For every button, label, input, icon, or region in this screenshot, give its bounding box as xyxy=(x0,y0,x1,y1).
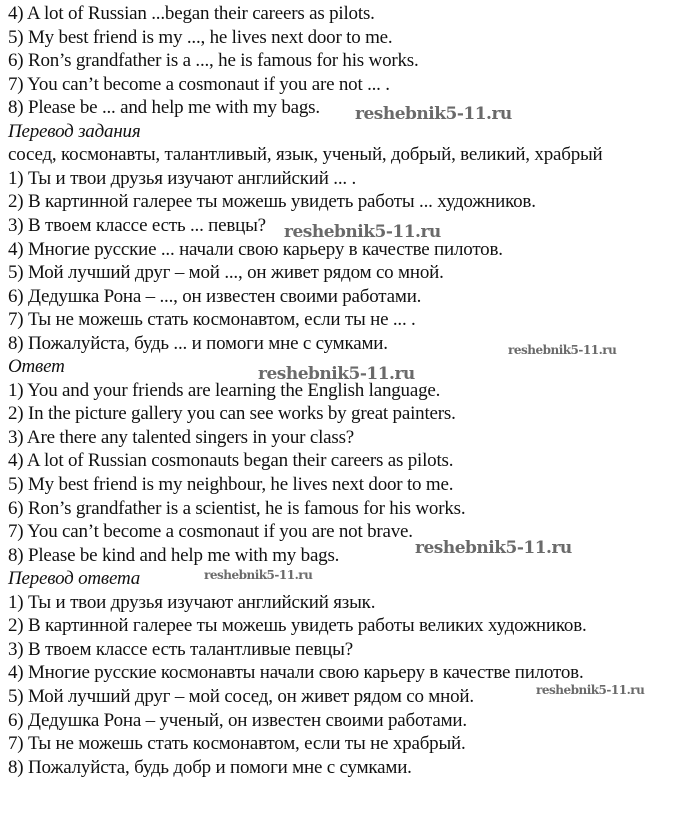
task-line: 4) A lot of Russian ...began their careers as pilots. xyxy=(8,3,375,24)
answer-translation-line: 4) Многие русские космонавты начали свою карьеру в качестве пилотов. xyxy=(8,662,584,684)
watermark: reshebnik5-11.ru xyxy=(204,568,313,582)
task-translation-line: 3) В твоем классе есть ... певцы? xyxy=(8,214,266,236)
task-translation-line: 1) Ты и твои друзья изучают английский ... . xyxy=(8,167,357,189)
watermark: reshebnik5-11.ru xyxy=(355,104,512,124)
answer-translation-line: 1) Ты и твои друзья изучают английский язык. xyxy=(8,591,376,613)
task-line: 5) My best friend is my ..., he lives next door to me. xyxy=(8,26,393,48)
answer-line: 8) Please be kind and help me with my bags. xyxy=(8,544,340,566)
answer-line: 5) My best friend is my neighbour, he lives next door to me. xyxy=(8,474,454,495)
task-line: 6) Ron’s grandfather is a ..., he is famous for his works. xyxy=(8,50,419,72)
answer-translation-line: 3) В твоем классе есть талантливые певцы? xyxy=(8,638,353,660)
task-translation-line: 2) В картинной галерее ты можешь увидеть работы ... художников. xyxy=(8,191,536,213)
answer-line: 4) A lot of Russian cosmonauts began their careers as pilots. xyxy=(8,450,454,472)
watermark: reshebnik5-11.ru xyxy=(536,683,645,697)
answer-translation-line: 2) В картинной галерее ты можешь увидеть работы великих художников. xyxy=(8,615,587,637)
task-translation-line: 5) Мой лучший друг – мой ..., он живет рядом со мной. xyxy=(8,262,444,284)
task-translation-line: 6) Дедушка Рона – ..., он известен своими работами. xyxy=(8,285,422,307)
task-translation-line: 8) Пожалуйста, будь ... и помоги мне с сумками. xyxy=(8,332,388,354)
task-translation-heading: Перевод задания xyxy=(8,120,141,142)
answer-line: 6) Ron’s grandfather is a scientist, he is famous for his works. xyxy=(8,497,466,519)
task-line: 8) Please be ... and help me with my bags. xyxy=(8,97,320,119)
task-line: 7) You can’t become a cosmonaut if you are not ... . xyxy=(8,73,390,95)
watermark: reshebnik5-11.ru xyxy=(284,222,441,242)
answer-line: 2) In the picture gallery you can see works by great painters. xyxy=(8,403,456,425)
answer-translation-heading: Перевод ответа xyxy=(8,568,140,590)
answer-translation-line: 7) Ты не можешь стать космонавтом, если ты не храбрый. xyxy=(8,733,466,755)
task-translation-line: 4) Многие русские ... начали свою карьеру в качестве пилотов. xyxy=(8,238,503,260)
task-translation-line: 7) Ты не можешь стать космонавтом, если ты не ... . xyxy=(8,309,416,331)
answer-line: 7) You can’t become a cosmonaut if you are not brave. xyxy=(8,521,413,543)
word-list: сосед, космонавты, талантливый, язык, ученый, добрый, великий, храбрый xyxy=(8,144,603,166)
watermark: reshebnik5-11.ru xyxy=(415,538,572,558)
answer-translation-line: 8) Пожалуйста, будь добр и помоги мне с сумками. xyxy=(8,756,412,778)
answer-translation-line: 5) Мой лучший друг – мой сосед, он живет рядом со мной. xyxy=(8,685,474,707)
answer-heading: Ответ xyxy=(8,356,65,378)
watermark: reshebnik5-11.ru xyxy=(508,343,617,357)
answer-line: 1) You and your friends are learning the English language. xyxy=(8,379,441,401)
watermark: reshebnik5-11.ru xyxy=(258,364,415,384)
answer-translation-line: 6) Дедушка Рона – ученый, он известен своими работами. xyxy=(8,709,467,731)
answer-line: 3) Are there any talented singers in your class? xyxy=(8,426,355,448)
